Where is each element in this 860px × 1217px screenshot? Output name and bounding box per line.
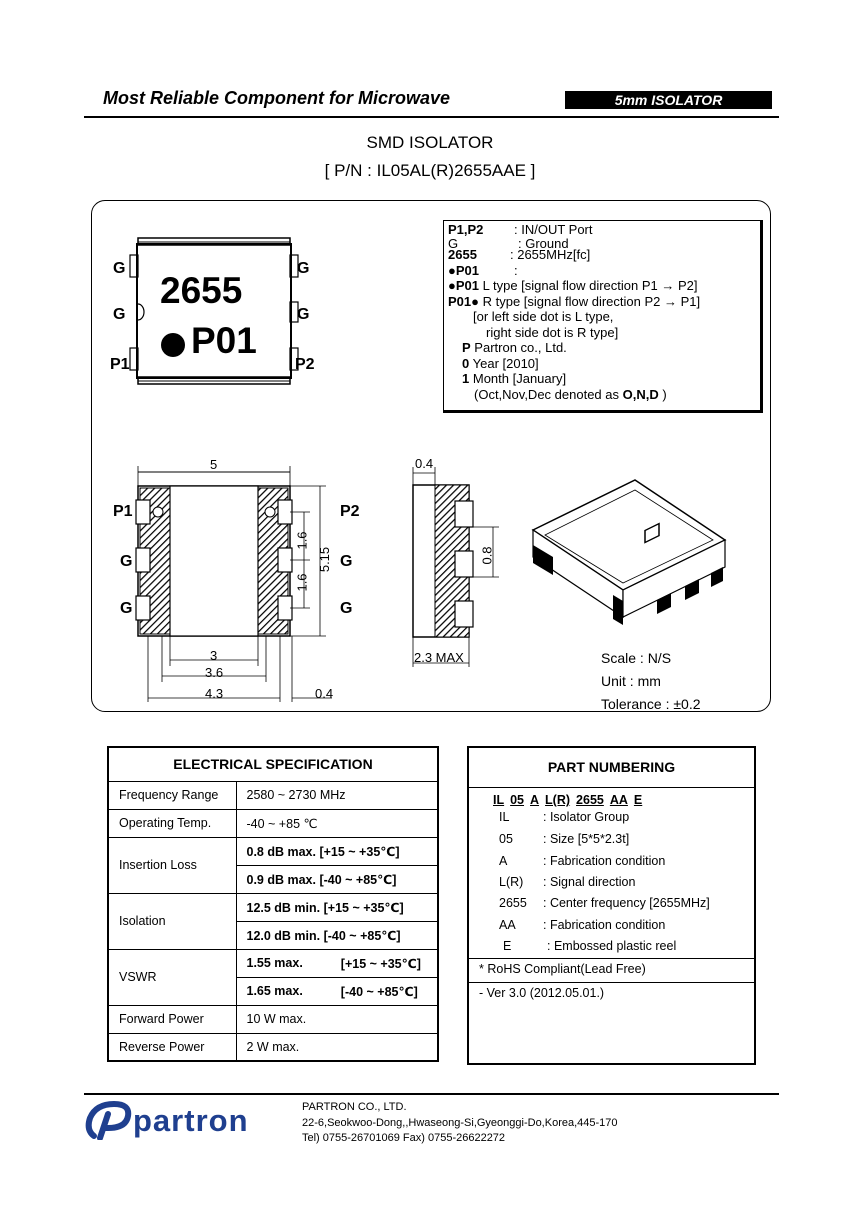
part-numbering-title: PART NUMBERING bbox=[469, 748, 754, 788]
dot-icon: ● bbox=[448, 262, 456, 278]
footer-company: PARTRON CO., LTD. bbox=[302, 1101, 407, 1113]
bottom-pin-p1: P1 bbox=[113, 503, 133, 520]
dim-0-8: 0.8 bbox=[479, 546, 495, 565]
footer-tel: Tel) 0755-26701069 Fax) 0755-26622272 bbox=[302, 1132, 506, 1144]
dim-2-3-max: 2.3 MAX bbox=[414, 650, 464, 665]
tolerance-text: Tolerance : ±0.2 bbox=[601, 696, 701, 712]
legend-row: ●P01 : bbox=[448, 262, 518, 278]
partron-logo-text: partron bbox=[133, 1103, 249, 1138]
legend-row: P01● R type [signal flow direction P2 → P1] bbox=[448, 293, 701, 309]
divider bbox=[469, 982, 754, 983]
table-row: 1.65 max. [-40 ~ +85℃] bbox=[108, 977, 438, 1005]
legend-row: (Oct,Nov,Dec denoted as O,N,D ) bbox=[474, 386, 667, 402]
electrical-spec-table bbox=[107, 746, 439, 1062]
table-row: Operating Temp. -40 ~ +85 ℃ bbox=[108, 809, 438, 837]
bottom-pin-p2: P2 bbox=[340, 503, 360, 520]
pin-label-p1: P1 bbox=[110, 356, 130, 373]
dim-width-5: 5 bbox=[210, 457, 218, 472]
footer-address: 22-6,Seokwoo-Dong,,Hwaseong-Si,Gyeonggi-Do,Korea,445-170 bbox=[302, 1117, 618, 1129]
dim-0-4-bottom: 0.4 bbox=[315, 686, 334, 701]
bottom-pin-g: G bbox=[340, 600, 353, 617]
partron-logo-icon bbox=[84, 1100, 134, 1140]
table-row: 0.9 dB max. [-40 ~ +85℃] bbox=[108, 865, 438, 893]
legend-row: P1,P2 : IN/OUT Port bbox=[448, 222, 593, 237]
divider bbox=[469, 958, 754, 959]
bottom-pin-g: G bbox=[340, 553, 353, 570]
table-row: 12.0 dB min. [-40 ~ +85℃] bbox=[108, 921, 438, 949]
bottom-pin-g: G bbox=[120, 600, 133, 617]
table-row: Forward Power 10 W max. bbox=[108, 1005, 438, 1033]
dot-icon: ● bbox=[448, 278, 456, 293]
dim-0-4-side: 0.4 bbox=[415, 456, 434, 471]
marking-p01: P01 bbox=[191, 320, 257, 361]
pin-label-g: G bbox=[113, 306, 126, 323]
doc-title: SMD ISOLATOR bbox=[366, 133, 494, 152]
header-rule bbox=[84, 116, 779, 118]
legend-row: right side dot is R type] bbox=[486, 324, 619, 340]
bottom-view-drawing bbox=[100, 450, 360, 710]
part-code: IL 05 A L(R) 2655 AA E bbox=[493, 793, 643, 807]
dim-3: 3 bbox=[210, 648, 218, 663]
legend-row: 1 Month [January] bbox=[462, 371, 567, 386]
part-numbering-box: PART NUMBERING IL 05 A L(R) 2655 AA E IL : Isolator Group 05 : Size [5*5*2.3t] A : Fabrication condition L(R) : Signal direction 2655 : Center frequency [2655MHz] AA : Fabrication condition E : Embossed plastic reel * RoHS Compliant(Lead Free) - Ver 3.0 (2012.05.01.) bbox=[467, 746, 756, 1065]
table-row: Insertion Loss 0.8 dB max. [+15 ~ +35℃] bbox=[108, 837, 438, 865]
bottom-pin-g: G bbox=[120, 553, 133, 570]
legend-row: ●P01 L type [signal flow direction P1 → P2] bbox=[448, 278, 698, 293]
legend-row: G : Ground bbox=[448, 235, 569, 251]
unit-text: Unit : mm bbox=[601, 673, 661, 689]
scale-text: Scale : N/S bbox=[601, 650, 672, 666]
dim-4-3: 4.3 bbox=[205, 686, 224, 701]
pin-label-g: G bbox=[113, 260, 126, 277]
legend-row: [or left side dot is L type, bbox=[473, 309, 614, 324]
header-title: Most Reliable Component for Microwave bbox=[103, 88, 451, 108]
pin-label-g: G bbox=[297, 260, 310, 277]
side-view-drawing bbox=[405, 455, 505, 675]
rohs-note: * RoHS Compliant(Lead Free) bbox=[479, 962, 646, 976]
header-badge: 5mm ISOLATOR bbox=[565, 91, 772, 109]
dim-pitch-2: 1.6 bbox=[294, 573, 310, 592]
table-row: VSWR 1.55 max. [+15 ~ +35℃] bbox=[108, 949, 438, 977]
table-row: Isolation 12.5 dB min. [+15 ~ +35℃] bbox=[108, 893, 438, 921]
dim-3-6: 3.6 bbox=[205, 665, 224, 680]
marking-legend bbox=[443, 220, 763, 413]
doc-part-number: [ P/N : IL05AL(R)2655AAE ] bbox=[324, 161, 536, 180]
dim-pitch-1: 1.6 bbox=[294, 531, 310, 550]
dot-icon: ● bbox=[471, 293, 479, 309]
iso-view-drawing bbox=[525, 475, 730, 635]
footer-rule bbox=[84, 1093, 779, 1095]
pin-label-g: G bbox=[297, 306, 310, 323]
marking-2655: 2655 bbox=[160, 270, 243, 311]
pin-label-p2: P2 bbox=[295, 356, 315, 373]
electrical-spec-title: ELECTRICAL SPECIFICATION bbox=[108, 747, 438, 781]
table-row: Frequency Range 2580 ~ 2730 MHz bbox=[108, 781, 438, 809]
legend-row: 2655 : 2655MHz[fc] bbox=[448, 247, 591, 262]
dim-height-515: 5.15 bbox=[317, 546, 333, 573]
table-row: Reverse Power 2 W max. bbox=[108, 1033, 438, 1061]
version-note: - Ver 3.0 (2012.05.01.) bbox=[479, 986, 605, 1000]
legend-row: P Partron co., Ltd. bbox=[462, 340, 567, 355]
polarity-dot bbox=[161, 333, 185, 357]
legend-row: 0 Year [2010] bbox=[462, 355, 539, 371]
